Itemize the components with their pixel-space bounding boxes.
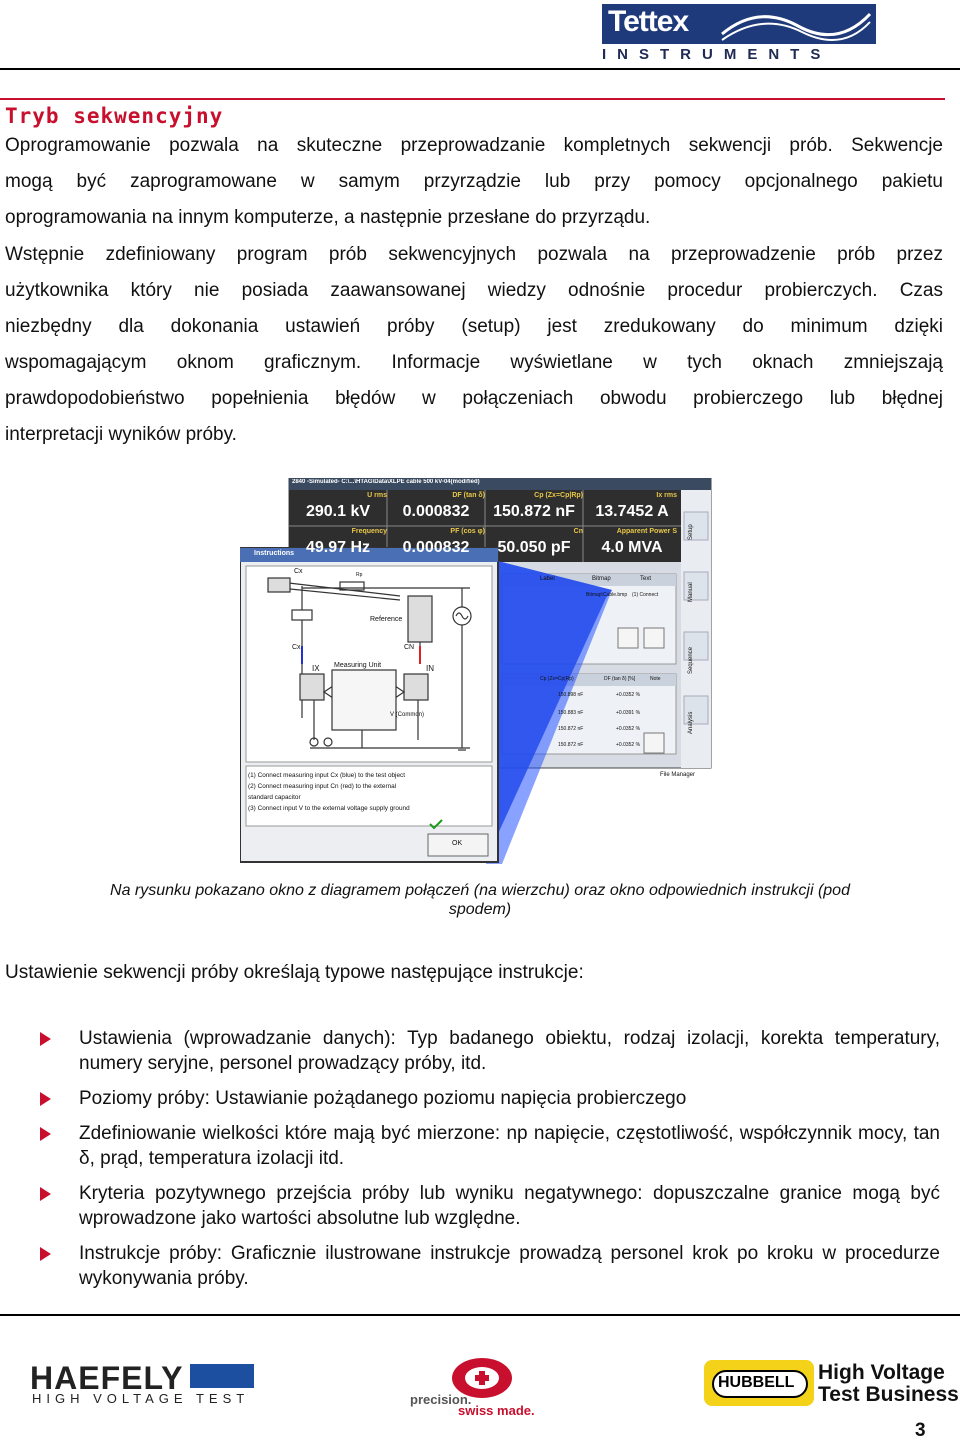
readout-label: U rms [367,492,387,499]
hv-line-2: Test Business [818,1383,959,1406]
paragraph-line: Wstępnie zdefiniowany program prób sekwencyjnych pozwala na przeprowadzenie prób przez [5,244,943,265]
swiss-made-text: swiss made. [458,1403,535,1418]
readout-value: 13.7452 A [595,503,669,520]
app-title-bar: 2840 -Simulated- C:\...\HTAG\Data\XLPE cable 500 kV-04(modified) [292,479,480,485]
caption-line: Na rysunku pokazano okno z diagramem połączeń (na wierzchu) oraz okno odpowiednich instrukcji (pod [110,882,850,899]
hubbell-text: HUBBELL [718,1374,795,1391]
result-header: DF (tan δ) [%] [604,676,636,682]
haefely-logo [30,1360,290,1408]
bullet-text: Kryteria pozytywnego przejścia próby lub wyniku negatywnego: dopuszczalne granice mogą być wprowadzone jako wartości absolutne lub względne. [79,1183,940,1229]
haefely-sub: HIGH VOLTAGE TEST [32,1391,250,1406]
readout-value: 49.97 Hz [305,539,371,556]
readout-value: 0.000832 [402,503,470,520]
body-paragraph-1 [5,128,943,236]
result-header: Note [650,676,661,682]
paragraph-line: interpretacji wyników próby. [5,424,237,445]
hubbell-logo [704,1360,814,1406]
haefely-mark-icon [190,1364,254,1388]
bullet-arrow-icon [40,1247,51,1261]
software-screenshot [240,478,712,864]
precision-swiss-logo [410,1356,550,1418]
paragraph-line: mogą być zaprogramowane w samym przyrządzie lub przy pomocy opcjonalnego pakietu [5,171,943,192]
readout-value: 150.872 nF [493,503,575,520]
result-cell: 150.872 nF [558,742,584,748]
instruction-line: (2) Connect measuring input Cn (red) to the external [248,783,397,790]
result-cell: 150.872 nF [558,726,584,732]
table-header: Bitmap [592,576,611,582]
label-cx-bottom: Cx [292,644,301,651]
bullet-arrow-icon [40,1187,51,1201]
footer-rule [0,1314,960,1316]
result-cell: +0.0352 % [616,726,641,732]
tab-setup[interactable]: Setup [688,524,694,540]
readout-value: 50.050 pF [497,539,571,556]
label-ix: IX [312,664,320,673]
paragraph-line: wspomagającym oknom graficznym. Informacje wyświetlane w tych oknach zmniejszają [5,352,943,373]
readout-value: 0.000832 [402,539,470,556]
table-header: Label [540,576,555,582]
dialog-title: Instructions [254,550,295,557]
paragraph-line: prawdopodobieństwo popełnienia błędów w połączeniach obwodu probierczego lub błędnej [5,388,943,409]
readout-value: 4.0 MVA [601,539,663,556]
list-item [40,1121,940,1171]
label-rp: Rp [356,572,363,578]
tettex-logo [568,4,960,66]
tab-sequence[interactable]: Sequence [688,646,694,674]
bullet-text: Ustawienia (wprowadzanie danych): Typ badanego obiektu, rodzaj izolacji, korekta temperatury, numery seryjne, personel prowadzący próby, itd. [79,1028,940,1074]
result-cell: +0.0391 % [616,710,641,716]
paragraph-line: użytkownika który nie posiada zaawansowanej wiedzy odnośnie procedur probierczych. Czas [5,280,943,301]
hv-line-1: High Voltage [818,1361,945,1384]
tab-analysis[interactable]: Analysis [688,711,694,734]
table-header: Text [640,576,652,582]
bullet-text: Zdefiniowanie wielkości które mają być mierzone: np napięcie, częstotliwość, współczynnik mocy, tan δ, prąd, temperatura izolacji itd. [79,1123,940,1169]
ok-button[interactable]: OK [452,840,463,847]
readout-label: Frequency [351,528,387,535]
result-cell: +0.0352 % [616,742,641,748]
readout-value: 290.1 kV [305,503,371,520]
instructions-list [248,770,492,814]
bullet-text: Instrukcje próby: Graficznie ilustrowane instrukcje prowadzą personel krok po kroku w procedurze wykonywania próby. [79,1243,940,1289]
figure-caption [20,881,940,919]
instruction-line: (1) Connect measuring input Cx (blue) to the test object [248,772,406,779]
bullet-arrow-icon [40,1127,51,1141]
result-cell: 150.883 nF [558,710,584,716]
paragraph-line: oprogramowania na innym komputerze, a następnie przesłane do przyrządu. [5,207,651,228]
label-cx: Cx [294,568,303,575]
header-rule [0,68,960,70]
caption-line: spodem) [448,901,512,918]
table-cell: (1) Connect [632,592,659,598]
tab-manual[interactable]: Manual [688,582,694,602]
result-cell: 150.898 nF [558,692,584,698]
bullet-arrow-icon [40,1032,51,1046]
list-item [40,1026,940,1076]
bullet-arrow-icon [40,1092,51,1106]
intro-text: Ustawienie sekwencji próby określają typowe następujące instrukcje: [5,962,584,983]
instruction-line: (3) Connect input V to the external voltage supply ground [248,805,410,812]
file-manager-button[interactable]: File Manager [660,772,696,778]
precision-text: precision. [410,1392,472,1407]
result-header: Cp (Zx=Cp|Rp) [540,676,574,682]
logo-brand: Tettex [608,5,689,38]
hv-test-business [818,1362,959,1406]
body-paragraph-2 [5,237,943,453]
instruction-bullets [40,1026,940,1301]
list-item [40,1241,940,1291]
logo-wave-icon [718,8,874,42]
list-item [40,1086,940,1111]
label-cn: CN [404,644,415,651]
page-number: 3 [915,1420,926,1441]
readout-label: Ix rms [656,492,677,499]
label-v-common: V (Common) [390,712,425,718]
label-measuring-unit: Measuring Unit [334,662,382,669]
instruction-line: standard capacitor [248,794,301,801]
readout-label: Cp (Zx=Cp|Rp) [534,492,583,499]
paragraph-line: Oprogramowanie pozwala na skuteczne przeprowadzanie kompletnych sekwencji prób. Sekwencje [5,135,943,156]
readout-label: DF (tan δ) [452,492,485,499]
header-red-rule [0,98,945,100]
readout-label: Apparent Power S [616,528,677,535]
label-reference: Reference [370,616,403,623]
bullet-text: Poziomy próby: Ustawianie pożądanego poziomu napięcia probierczego [79,1088,687,1109]
haefely-brand: HAEFELY [30,1360,184,1396]
paragraph-line: niezbędny dla dokonania ustawień próby (setup) jest zredukowany do minimum dzięki [5,316,943,337]
label-in: IN [426,664,434,673]
table-cell: Bitmap\Cable.bmp [586,592,628,598]
section-title: Tryb sekwencyjny [5,104,224,128]
result-cell: +0.0352 % [616,692,641,698]
readout-label: Cn [573,528,583,535]
logo-instruments: INSTRUMENTS [602,46,832,63]
readout-label: PF (cos φ) [450,528,485,535]
list-item [40,1181,940,1231]
